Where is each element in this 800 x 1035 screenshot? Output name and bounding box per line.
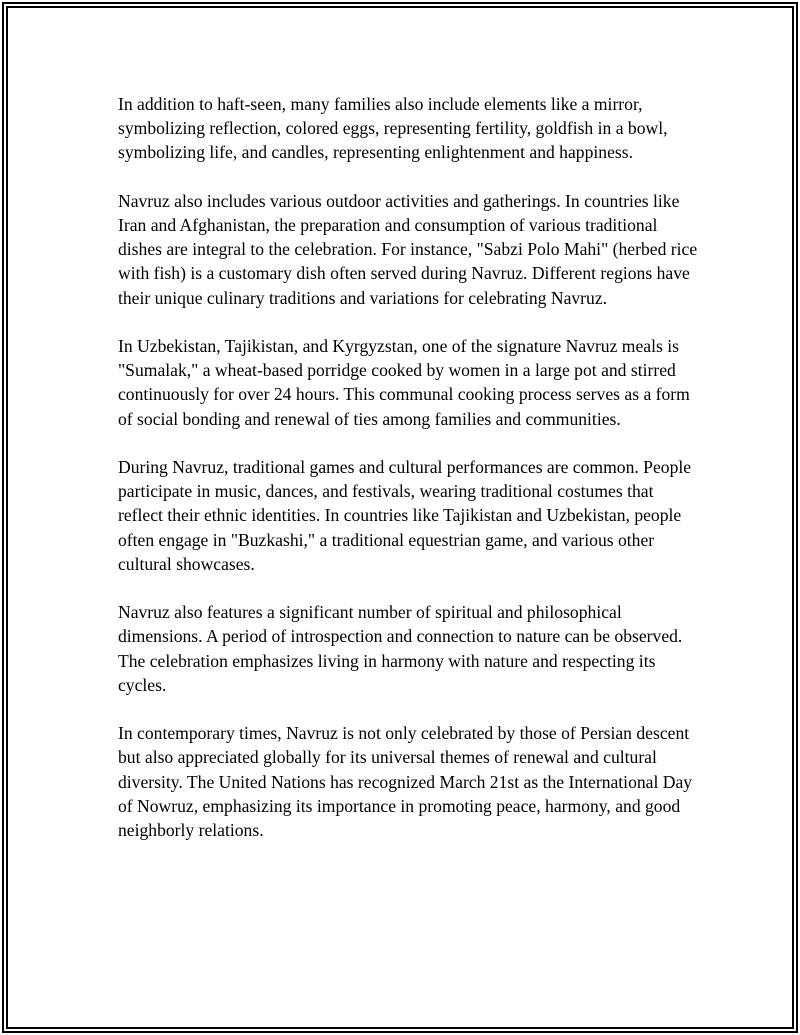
paragraph-games-performances: During Navruz, traditional games and cultural performances are common. People participate in music, dances, and festivals, wearing traditional costumes that reflect their ethnic identities. In countries like Tajikistan and Uzbekistan, people often engage in "Buzkashi," a traditional equestrian game, and various other cultural showcases.: [118, 457, 692, 574]
paragraph-sumalak: In Uzbekistan, Tajikistan, and Kyrgyzstan, one of the signature Navruz meals is "Sumalak," a wheat-based porridge cooked by women in a large pot and stirred continuously for over 24 hours. This communal cooking process serves as a form of social bonding and renewal of ties among families and communities.: [118, 336, 690, 429]
paragraph-contemporary-times: In contemporary times, Navruz is not only celebrated by those of Persian descent but also appreciated globally for its universal themes of renewal and cultural diversity. The United Nations has recognized March 21st as the International Day of Nowruz, emphasizing its importance in promoting peace, harmony, and good neighborly relations.: [118, 723, 693, 841]
paragraph-haft-seen-elements: In addition to haft-seen, many families also include elements like a mirror, symbolizing reflection, colored eggs, representing fertility, goldfish in a bowl, symbolizing life, and candles, representing enlightenment and happiness.: [118, 94, 668, 163]
paragraph-spiritual-dimensions: Navruz also features a significant number of spiritual and philosophical dimensions. A period of introspection and connection to nature can be observed. The celebration emphasizes living in harmony with nature and respecting its cycles.: [118, 602, 683, 695]
paragraph-outdoor-activities: Navruz also includes various outdoor activities and gatherings. In countries like Iran and Afghanistan, the preparation and consumption of various traditional dishes are integral to the celebration. For instance, "Sabzi Polo Mahi" (herbed rice with fish) is a customary dish often served during Navruz. Different regions have their unique culinary traditions and variations for celebrating Navruz.: [118, 190, 698, 308]
document-body: [118, 92, 698, 866]
